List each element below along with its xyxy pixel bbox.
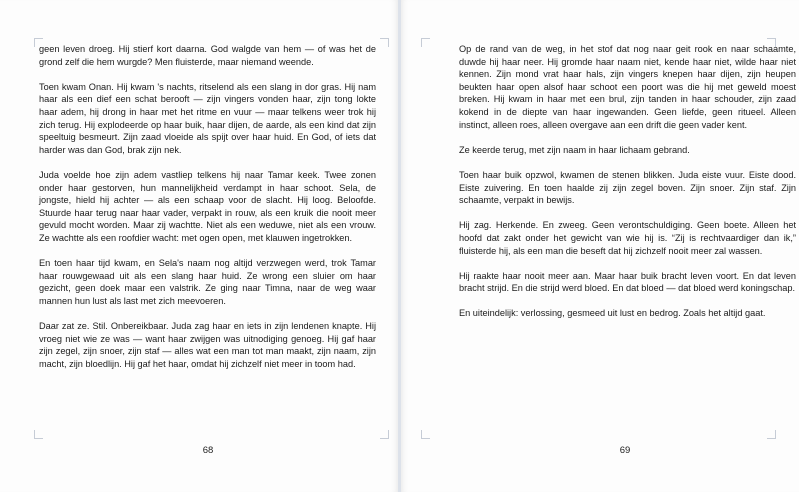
crop-mark: [421, 430, 430, 439]
paragraph: geen leven droeg. Hij stierf kort daarna. God walgde van hem — of was het de grond zelf die hem wurgde? Men fluisterde, maar niemand weende.: [39, 44, 376, 67]
left-page-text: [39, 43, 376, 383]
paragraph: Toen kwam Onan. Hij kwam 's nachts, ritselend als een slang in dor gras. Hij nam haar als een dief een schat berooft — zijn vingers vonden haar, zijn tong lokte haar adem, hij drong in haar met het ritme en vuur — maar telkens weer trok hij zich terug. Hij explodeerde op haar buik, haar dijen, de aarde, als een kind dat zijn speeltuig besmeurt. Zijn zaad vloeide als spijt over haar huid. En God, of iets dat harder was dan God, brak zijn nek.: [39, 81, 376, 155]
crop-mark: [380, 430, 389, 439]
left-page: [0, 0, 398, 492]
page-number: 69: [619, 445, 631, 456]
paragraph: Op de rand van de weg, in het stof dat nog naar geit rook en naar schaamte, duwde hij haar neer. Hij gromde haar naam niet, kende haar niet, wilde haar niet kennen. Zijn mond vrat haar hals, zijn vingers knepen haar dijen, zijn heupen beukten haar open alsof haar schoot een poort was die hij met geweld moest breken. Hij kwam in haar met een brul, zijn tanden in haar schouder, zijn zaad kokend in de diepte van haar ingewanden. Geen liefde, geen ritueel. Alleen instinct, alleen roes, alleen overgave aan een drift die geen vader kent.: [459, 44, 796, 130]
paragraph: Juda voelde hoe zijn adem vastliep telkens hij naar Tamar keek. Twee zonen onder haar gestorven, hun mannelijkheid verdampt in haar schoot. Sela, de jongste, hield hij achter — als een schaap voor de slacht. Hij loog. Beloofde. Stuurde haar terug naar haar vader, verpakt in rouw, als een kruik die nooit meer gevuld mocht worden. Maar zij wachtte. Niet als een weduwe, niet als een vrouw. Ze wachtte als een roofdier wacht: met ogen open, met klauwen ingetrokken.: [39, 169, 376, 243]
crop-mark: [767, 430, 776, 439]
paragraph: Hij zag. Herkende. En zweeg. Geen verontschuldiging. Geen boete. Alleen het hoofd dat zakt onder het gewicht van wie hij is. “Zij is rechtvaardiger dan ik,” fluisterde hij, als een man die beseft dat hij zichzelf nooit meer zal wassen.: [459, 220, 796, 256]
paragraph: Toen haar buik opzwol, kwamen de stenen blikken. Juda eiste vuur. Eiste dood. Eiste zuivering. En toen haalde zij zijn zegel boven. Zijn snoer. Zijn staf. Zijn schaamte, verpakt in bewijs.: [459, 169, 796, 206]
right-page-text: [459, 43, 796, 333]
crop-mark: [421, 38, 430, 47]
paragraph: Ze keerde terug, met zijn naam in haar lichaam gebrand.: [459, 144, 690, 155]
paragraph: En toen haar tijd kwam, en Sela's naam nog altijd verzwegen werd, trok Tamar haar rouwgewaad uit als een slang haar huid. Ze wrong een sluier om haar gezicht, geen doek maar een valstrik. Ze ging naar Timna, naar de weg waar mannen hun lust als last met zich meevoeren.: [39, 258, 376, 306]
page-number: 68: [202, 445, 214, 456]
crop-mark: [380, 38, 389, 47]
paragraph: En uiteindelijk: verlossing, gesmeed uit lust en bedrog. Zoals het altijd gaat.: [459, 308, 766, 319]
paragraph: Hij raakte haar nooit meer aan. Maar haar buik bracht leven voort. En dat leven bracht strijd. En die strijd werd bloed. En dat bloed — dat bloed werd koningschap.: [459, 270, 796, 294]
right-page: [401, 0, 799, 492]
paragraph: Daar zat ze. Stil. Onbereikbaar. Juda zag haar en iets in zijn lendenen knapte. Hij vroeg niet wie ze was — want haar zwijgen was uitnodiging genoeg. Hij gaf haar zijn zegel, zijn snoer, zijn staf — alles wat een man tot man maakt, zijn naam, zijn macht, zijn bloedlijn. Hij gaf het haar, omdat hij zichzelf niet meer in toom had.: [39, 321, 376, 369]
crop-mark: [34, 430, 43, 439]
